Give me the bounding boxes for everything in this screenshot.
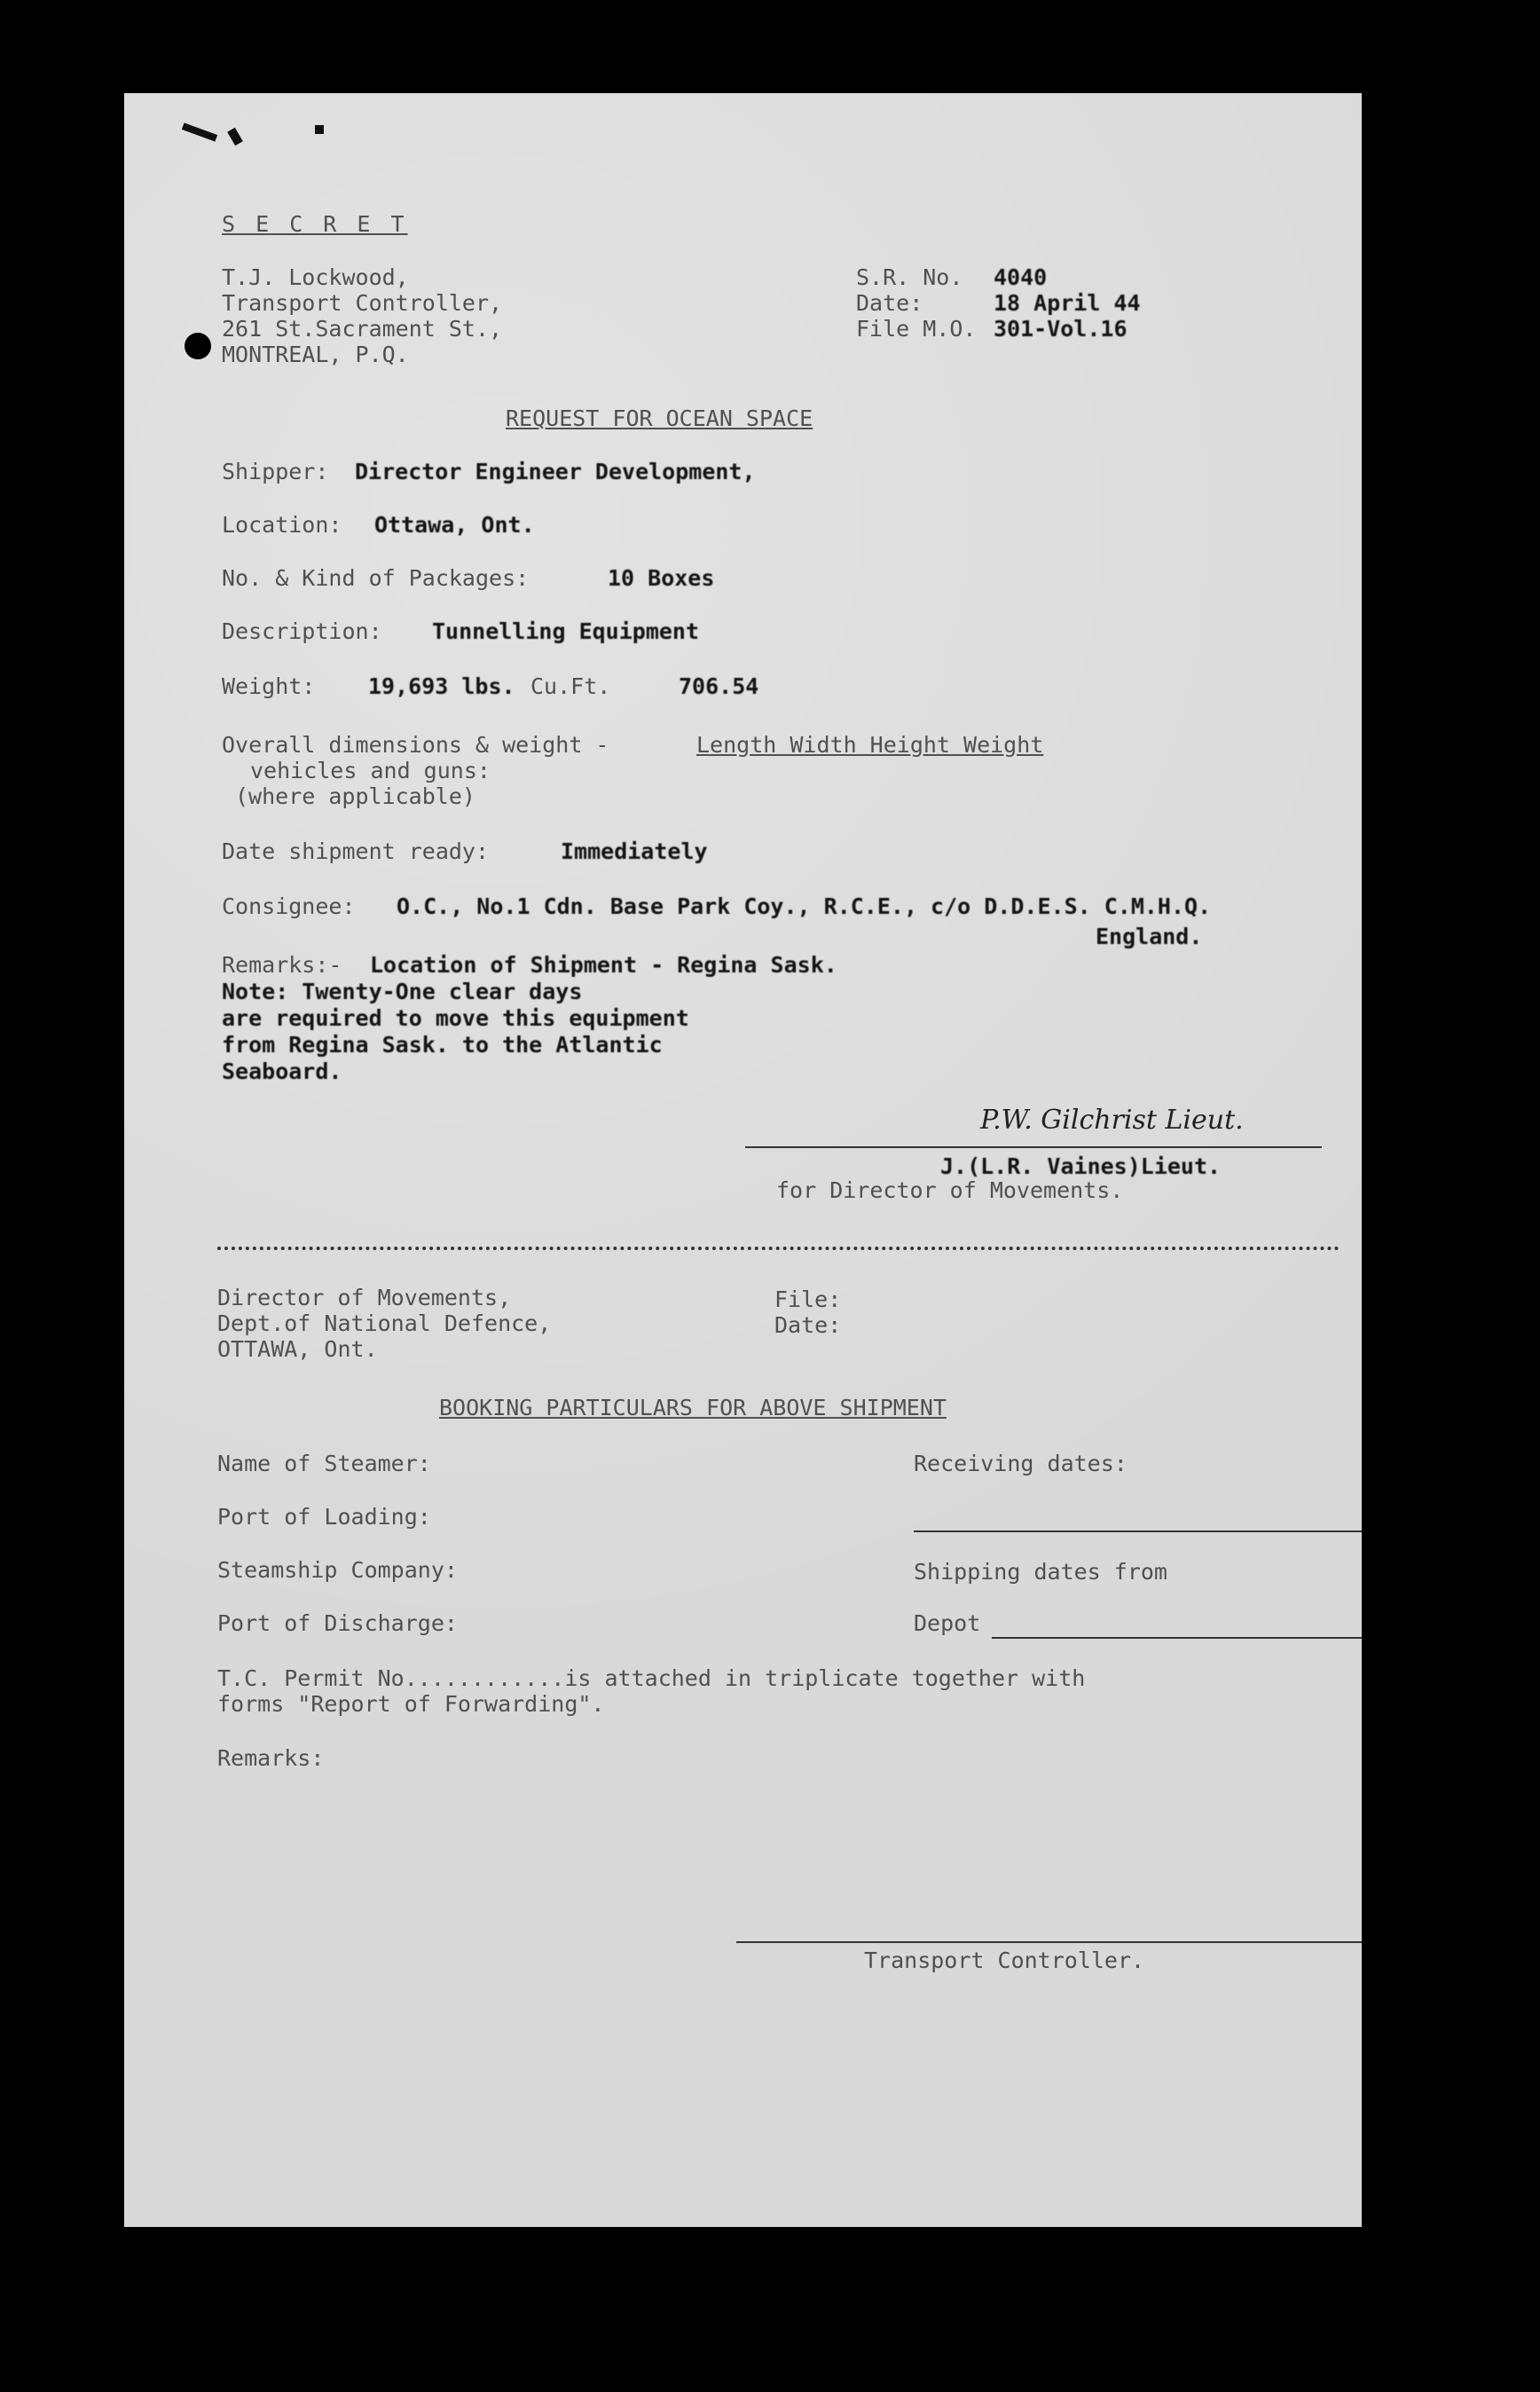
signature-line bbox=[745, 1146, 1322, 1148]
weight-value: 19,693 lbs. bbox=[368, 673, 515, 699]
depot-label: Depot bbox=[914, 1610, 981, 1636]
consignee-value: O.C., No.1 Cdn. Base Park Coy., R.C.E., c/o D.D.E.S. C.M.H.Q. bbox=[397, 893, 1212, 919]
date-value: 18 April 44 bbox=[994, 290, 1141, 316]
location-value: Ottawa, Ont. bbox=[374, 512, 535, 538]
weight-label: Weight: bbox=[222, 673, 316, 699]
file-value: 301-Vol.16 bbox=[994, 316, 1128, 342]
sr-label: S.R. No. bbox=[856, 264, 963, 290]
remarks-line: Note: Twenty-One clear days bbox=[222, 979, 583, 1004]
description-value: Tunnelling Equipment bbox=[432, 618, 700, 644]
punch-hole bbox=[185, 333, 211, 359]
shipper-value: Director Engineer Development, bbox=[355, 459, 756, 484]
remarks-line: Seaboard. bbox=[222, 1058, 342, 1084]
sender-line: MONTREAL, P.Q. bbox=[222, 342, 409, 367]
dotted-separator bbox=[217, 1247, 1340, 1250]
remarks-line: Location of Shipment - Regina Sask. bbox=[370, 952, 837, 978]
address-line: Dept.of National Defence, bbox=[217, 1310, 552, 1336]
booking-remarks-label: Remarks: bbox=[217, 1745, 325, 1771]
file-label: File M.O. bbox=[856, 316, 977, 342]
booking-file-label: File: bbox=[774, 1286, 842, 1312]
dimensions-label: Overall dimensions & weight - bbox=[222, 732, 609, 758]
typed-signature: J.(L.R. Vaines)Lieut. bbox=[940, 1153, 1222, 1179]
document-sheet bbox=[124, 93, 1362, 2227]
scan-speck bbox=[315, 125, 324, 134]
handwritten-signature: P.W. Gilchrist Lieut. bbox=[980, 1105, 1244, 1136]
scan-speck bbox=[182, 122, 217, 141]
sender-line: 261 St.Sacrament St., bbox=[222, 316, 503, 342]
booking-date-label: Date: bbox=[774, 1312, 842, 1338]
remarks-line: from Regina Sask. to the Atlantic bbox=[222, 1032, 663, 1058]
controller-signature-line bbox=[736, 1941, 1362, 1943]
packages-value: 10 Boxes bbox=[608, 565, 715, 591]
sr-value: 4040 bbox=[994, 264, 1048, 290]
remarks-label: Remarks:- bbox=[222, 952, 342, 978]
dimensions-line: vehicles and guns: bbox=[250, 758, 491, 783]
remarks-line: are required to move this equipment bbox=[222, 1005, 689, 1031]
dimensions-line: (where applicable) bbox=[235, 783, 475, 809]
permit-line: T.C. Permit No............is attached in triplicate together with bbox=[217, 1665, 1086, 1691]
scan-speck bbox=[227, 128, 243, 146]
receiving-label: Receiving dates: bbox=[914, 1451, 1128, 1476]
packages-label: No. & Kind of Packages: bbox=[222, 565, 530, 591]
cuft-value: 706.54 bbox=[679, 673, 759, 699]
loading-label: Port of Loading: bbox=[217, 1504, 431, 1530]
location-label: Location: bbox=[222, 512, 342, 538]
date-label: Date: bbox=[856, 290, 923, 316]
consignee-label: Consignee: bbox=[222, 893, 356, 919]
shipping-label: Shipping dates from bbox=[914, 1559, 1167, 1585]
ready-label: Date shipment ready: bbox=[222, 838, 490, 864]
consignee-value-2: England. bbox=[1096, 924, 1203, 949]
controller-label: Transport Controller. bbox=[864, 1947, 1145, 1973]
for-director-line: for Director of Movements. bbox=[776, 1177, 1124, 1203]
address-line: OTTAWA, Ont. bbox=[217, 1336, 378, 1362]
company-label: Steamship Company: bbox=[217, 1557, 458, 1583]
shipper-label: Shipper: bbox=[222, 459, 329, 484]
sender-line: Transport Controller, bbox=[222, 290, 503, 316]
sender-line: T.J. Lockwood, bbox=[222, 264, 409, 290]
permit-line: forms "Report of Forwarding". bbox=[217, 1691, 605, 1717]
address-line: Director of Movements, bbox=[217, 1285, 512, 1310]
discharge-label: Port of Discharge: bbox=[217, 1610, 458, 1636]
dimensions-headers: Length Width Height Weight bbox=[696, 732, 1044, 758]
ready-value: Immediately bbox=[561, 838, 708, 864]
steamer-label: Name of Steamer: bbox=[217, 1451, 431, 1476]
document-title: REQUEST FOR OCEAN SPACE bbox=[506, 405, 813, 431]
cuft-label: Cu.Ft. bbox=[530, 673, 611, 699]
depot-line bbox=[992, 1637, 1362, 1639]
receiving-dates-line bbox=[914, 1530, 1362, 1532]
booking-title: BOOKING PARTICULARS FOR ABOVE SHIPMENT bbox=[439, 1395, 947, 1420]
description-label: Description: bbox=[222, 618, 382, 644]
classification-marking: S E C R E T bbox=[222, 211, 408, 237]
